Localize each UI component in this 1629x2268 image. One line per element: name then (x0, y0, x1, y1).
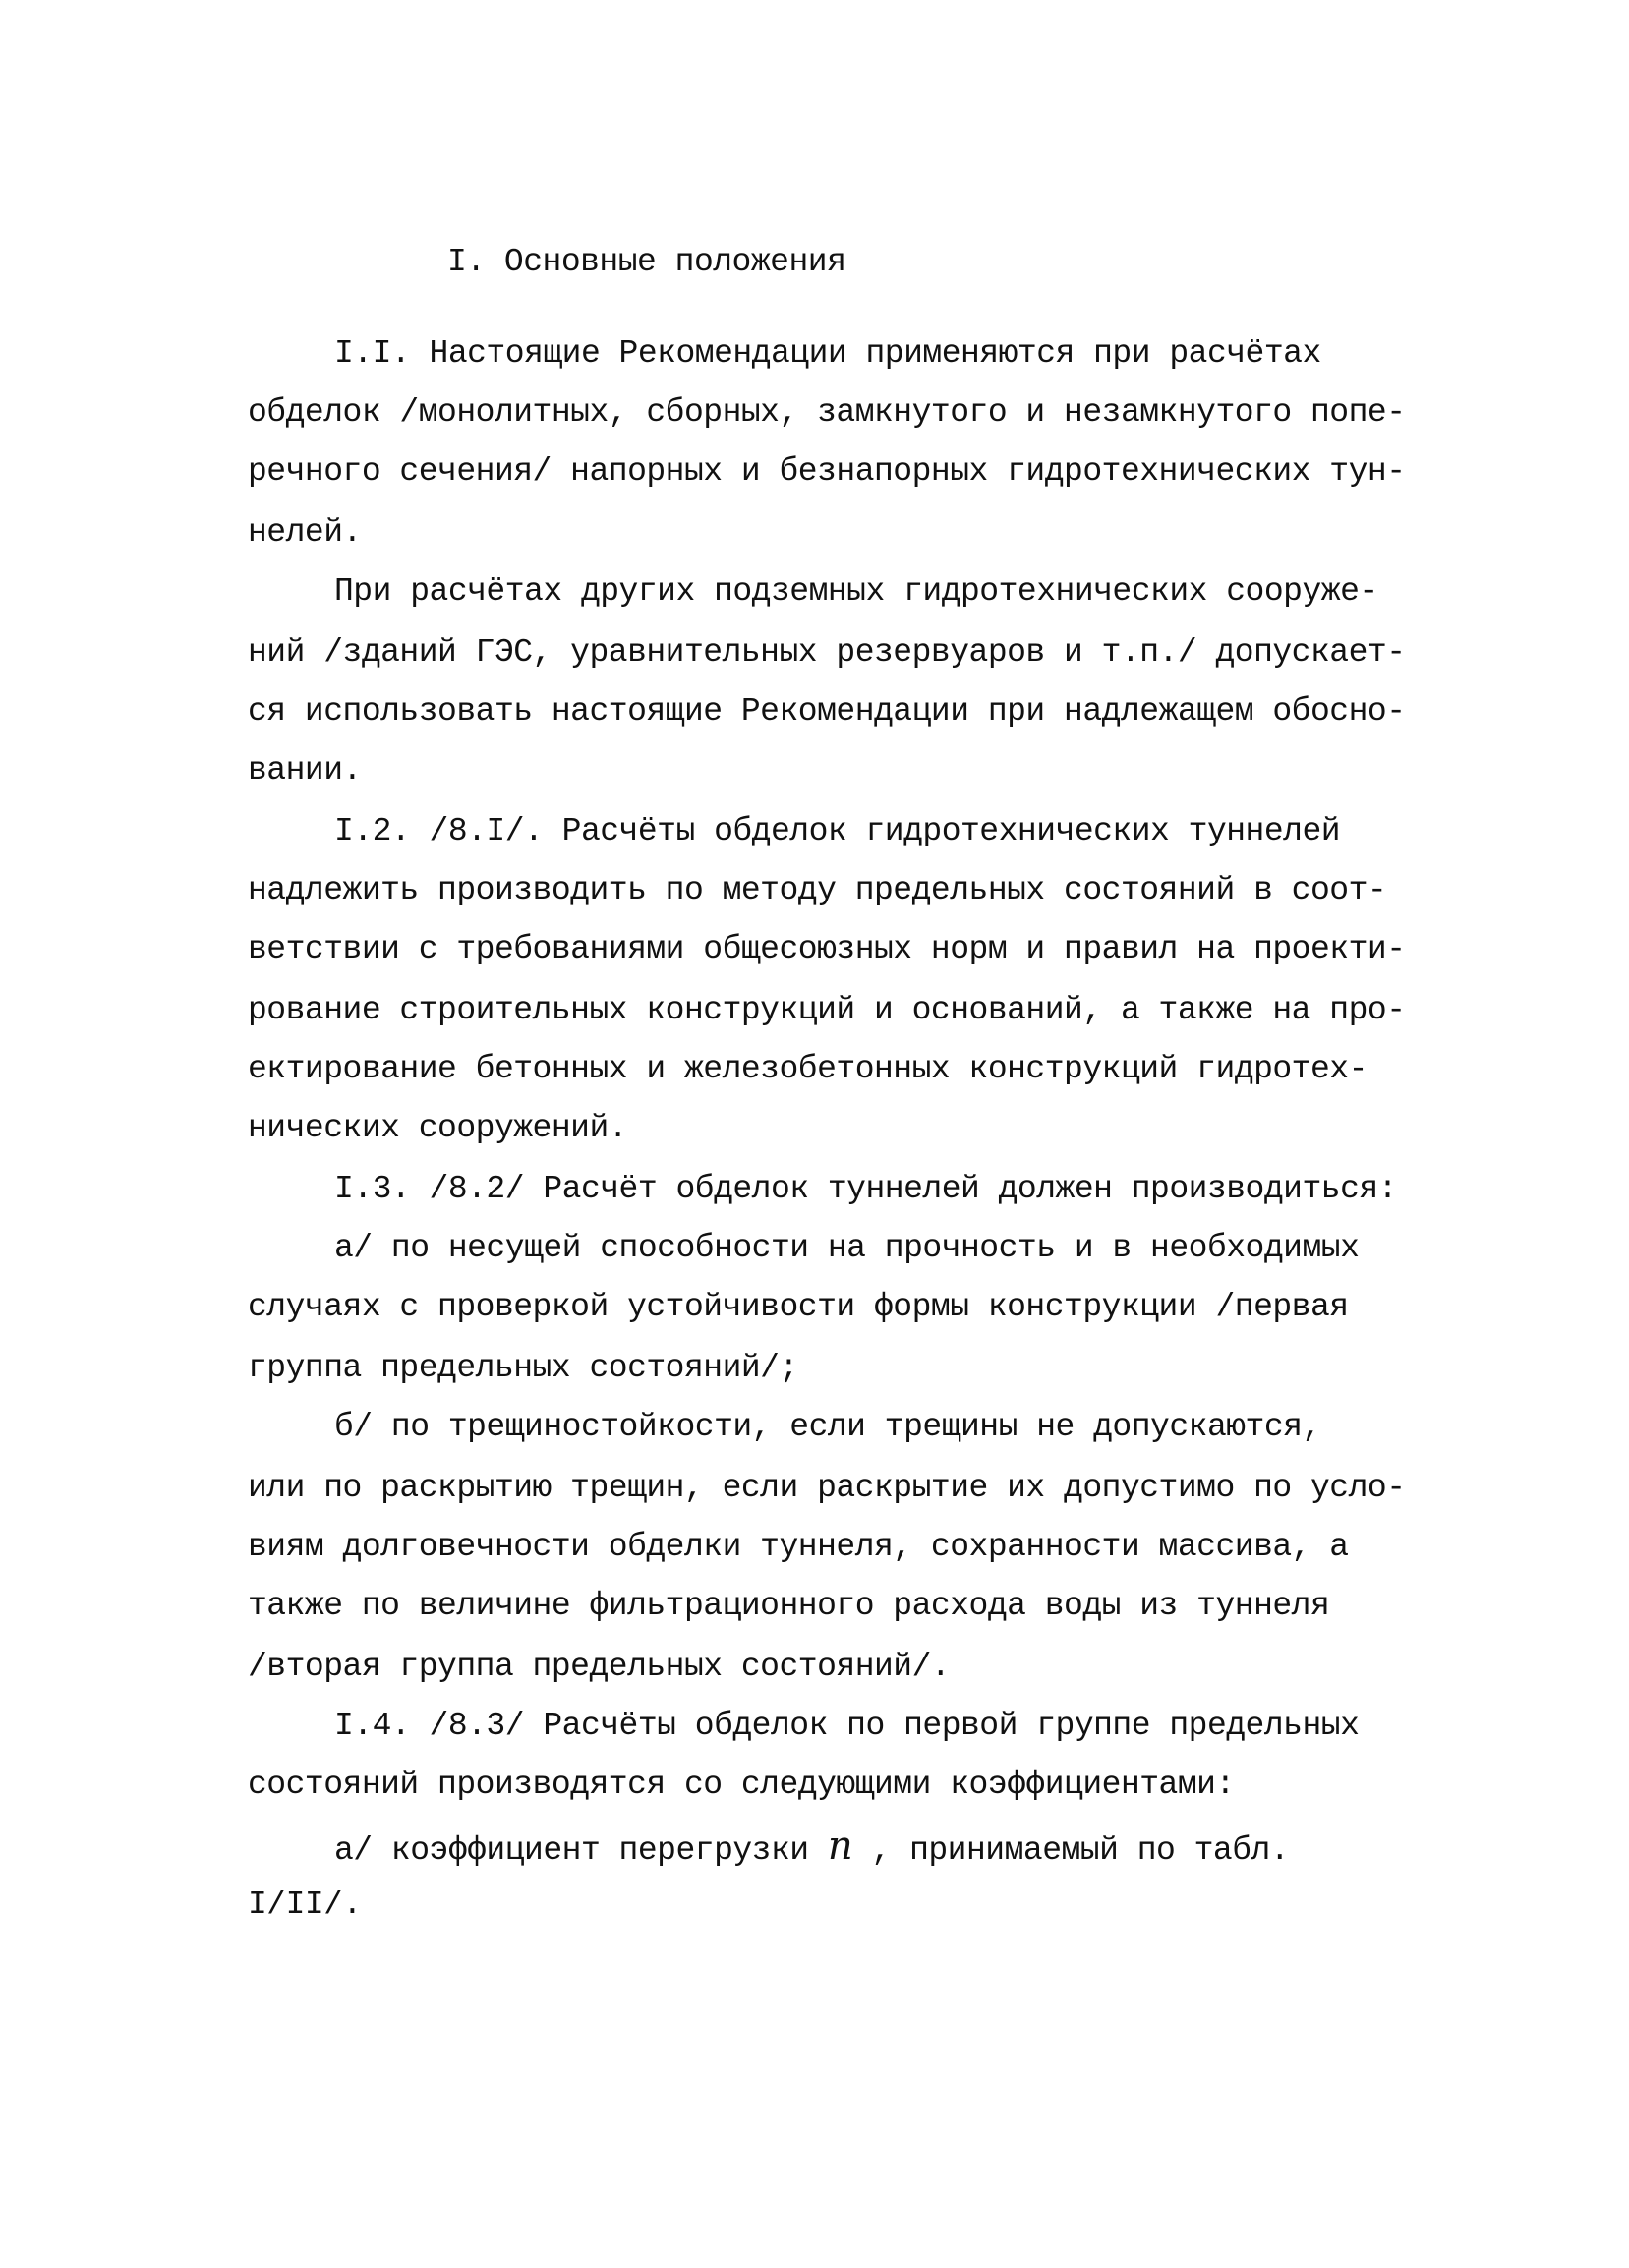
paragraph-line: надлежить производить по методу предельных состояний в соот- (248, 872, 1387, 908)
coefficient-symbol: n (827, 1824, 853, 1869)
coefficient-text-before: а/ коэффициент перегрузки (334, 1832, 828, 1869)
paragraph-line: обделок /монолитных, сборных, замкнутого и незамкнутого попе- (248, 394, 1406, 431)
paragraph-line: I.2. /8.I/. Расчёты обделок гидротехнических туннелей (334, 813, 1341, 849)
paragraph-line: случаях с проверкой устойчивости формы конструкции /первая (248, 1289, 1349, 1325)
paragraph-line: вании. (248, 752, 362, 788)
coefficient-text-after: , принимаемый по табл. (852, 1832, 1290, 1869)
section-heading: I. Основные положения (447, 244, 846, 280)
paragraph-line: или по раскрытию трещин, если раскрытие их допустимо по усло- (248, 1470, 1406, 1506)
paragraph-line: группа предельных состояний/; (248, 1350, 798, 1386)
paragraph-line: I.3. /8.2/ Расчёт обделок туннелей должен производиться: (334, 1171, 1397, 1207)
paragraph-line: б/ по трещиностойкости, если трещины не допускаются, (334, 1409, 1321, 1445)
paragraph-line: I.I. Настоящие Рекомендации применяются при расчётах (334, 335, 1321, 372)
paragraph-line-coefficient (334, 1824, 1290, 1869)
paragraph-line: состояний производятся со следующими коэффициентами: (248, 1767, 1235, 1803)
paragraph-line: рование строительных конструкций и оснований, а также на про- (248, 992, 1406, 1028)
paragraph-line: нелей. (248, 514, 362, 551)
paragraph-line: /вторая группа предельных состояний/. (248, 1649, 951, 1685)
paragraph-line: ектирование бетонных и железобетонных конструкций гидротех- (248, 1051, 1367, 1087)
paragraph-line: нических сооружений. (248, 1110, 628, 1146)
paragraph-line: ветствии с требованиями общесоюзных норм и правил на проекти- (248, 931, 1406, 967)
paragraph-line: также по величине фильтрационного расхода воды из туннеля (248, 1588, 1330, 1624)
paragraph-line: ний /зданий ГЭС, уравнительных резервуаров и т.п./ допускает- (248, 634, 1406, 670)
paragraph-line: виям долговечности обделки туннеля, сохранности массива, а (248, 1529, 1349, 1565)
paragraph-line: ся использовать настоящие Рекомендации при надлежащем обосно- (248, 693, 1406, 729)
paragraph-line: речного сечения/ напорных и безнапорных гидротехнических тун- (248, 453, 1406, 490)
paragraph-line: а/ по несущей способности на прочность и в необходимых (334, 1230, 1360, 1266)
paragraph-line: I/II/. (248, 1887, 362, 1923)
paragraph-line: I.4. /8.3/ Расчёты обделок по первой группе предельных (334, 1708, 1360, 1744)
paragraph-line: При расчётах других подземных гидротехнических сооруже- (334, 573, 1378, 610)
